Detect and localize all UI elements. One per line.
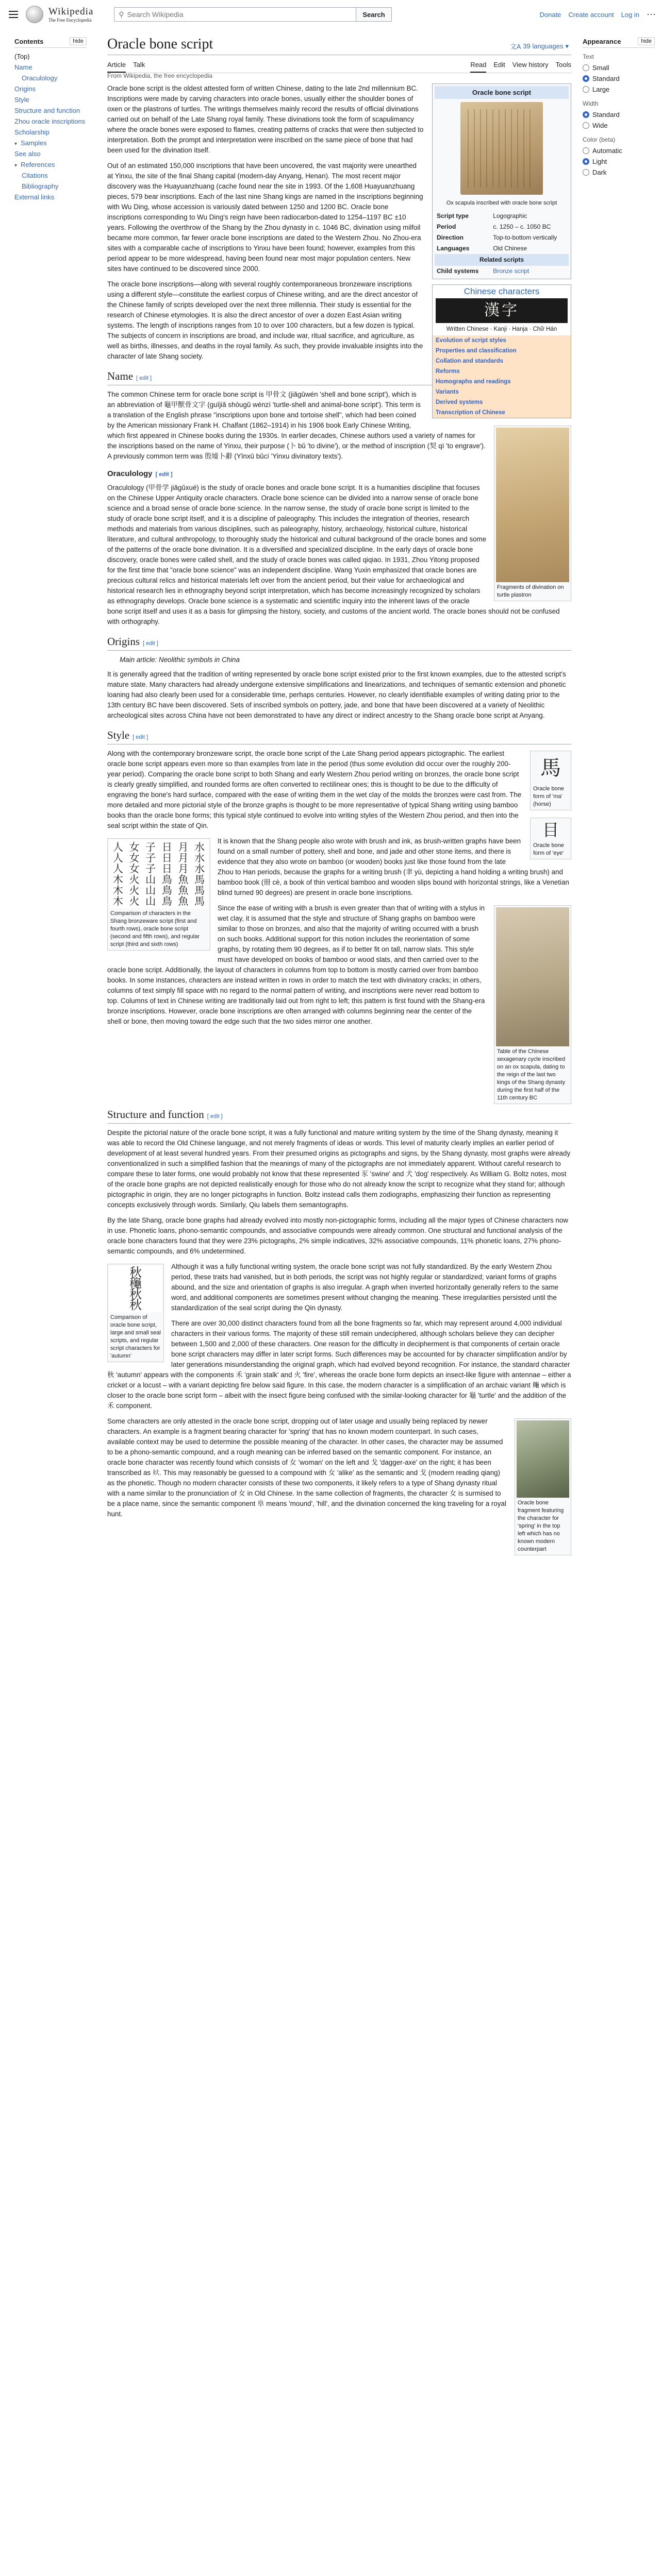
text-size-options (583, 62, 655, 95)
width-label: Width (583, 100, 599, 107)
toc-item[interactable] (14, 51, 87, 62)
wikipedia-logo[interactable] (48, 7, 93, 23)
toc-link[interactable]: Name (14, 63, 32, 71)
figure-caption: Fragments of divination on turtle plastron (497, 584, 564, 598)
view-tabs (470, 58, 571, 73)
toc-item[interactable] (14, 159, 87, 170)
paragraph: The common Chinese term for oracle bone script is 甲骨文 (jiǎgǔwén 'shell and bone script'), which is an abbreviation of 龜甲獸骨文字 (guījiǎ shòugǔ wénzì 'turtle-shell and animal-bone script'). This term is a translation of the English phrase "inscriptions upon bone and tortoise shell", which had been coined by the American missionary Frank H. Chalfant (1862–1914) in his 1906 book Early Chinese Writing, which first appeared in Chinese books during the 1930s. In earlier decades, Chinese authors used a variety of names for the inscriptions based on the name of Yinxu, their purpose (卜 bǔ 'to divine'), or the method of inscription (契 qì 'to engrave'). A previously common term was 殷墟卜辭 (Yīnxū bǔcí 'Yinxu divinatory texts'). (107, 391, 486, 460)
infobox-row (435, 232, 569, 243)
paragraph: Out of an estimated 150,000 inscriptions that have been uncovered, the vast majority were unearthed at Yinxu, the site of the final Shang capital (modern-day Anyang, Henan). The most recent major discovery was the Huayuanzhuang (cache found near the site in 1993. Of the 1,608 Huayuanzhuang pieces, 579 bear inscriptions. Each of the last nine Shang kings are named in the inscriptions beginning with Wu Ding, whose accession is variously dated between 1250 and 1200 BC. Oracle bone inscriptions corresponding to Wu Ding's reign have been radiocarbon-dated to 1254–1197 BC ±10 years. Following the overthrow of the Shang by the Zhou dynasty in c. 1046 BC, divination using milfoil became more common, far fewer oracle bone inscriptions are dated to the Western Zhou. No Zhou-era sites with a comparable cache of inscriptions to Yinxu have been found; however, examples from this period appear to be more widespread, having been found near most major population centers. New sites have continued to be discovered since 2000. (107, 162, 423, 273)
infobox-row (435, 222, 569, 232)
color-label: Light (592, 158, 607, 165)
sexagenary-scapula-image[interactable] (496, 907, 569, 1046)
search-placeholder: Search Wikipedia (127, 10, 184, 19)
width-label: Wide (592, 122, 608, 129)
radio-button-icon[interactable] (583, 64, 589, 71)
paragraph: Since the ease of writing with a brush is even greater than that of writing with a stylus in wet clay, it is assumed that the style and structure of Shang graphs on bamboo were similar to those on bronzes, and also that the majority of writing occurred with a brush on such books. Additional support for this notion includes the reorientation of some graphs, by rotating them 90 degrees, as if to better fit on tall, narrow slats. This style must have developed on books of bamboo or wood slats, and then carried over to the oracle bone script. Additionally, the layout of characters in columns from top to bottom is mostly carried over from bamboo books. In some instances, characters are instead written in rows in order to match the text with divinatory cracks; in others, columns of text simply fill space with no regard to the normal pattern of writing, and inscriptions were never read bottom to top. Columns of text in Chinese writing are traditionally laid out from right to left; this pattern is first found with the Shang-era bronze inscriptions. However, oracle bone inscriptions are often arranged with columns beginning near the center of the shell or bone, then moving toward the edge such that the two sides mirror one another. (107, 904, 485, 1025)
toc-link[interactable]: Scholarship (14, 128, 49, 136)
toc-link[interactable]: External links (14, 193, 55, 201)
horse-glyph-image[interactable]: 馬 (540, 756, 561, 780)
hatnote: Main article: Neolithic symbols in China (120, 656, 240, 664)
tab-talk[interactable]: Talk (133, 61, 145, 69)
wikipedia-globe-icon[interactable] (26, 6, 43, 23)
create-account-link[interactable]: Create account (568, 10, 614, 19)
table-of-contents (14, 37, 87, 202)
navbox-row[interactable]: Properties and classification (433, 346, 571, 356)
infobox (432, 83, 571, 279)
figure (494, 905, 571, 1104)
edit-link[interactable]: [ edit ] (136, 375, 152, 381)
text-size-radio[interactable] (583, 73, 655, 84)
related-scripts-band: Related scripts (435, 254, 569, 266)
section-heading-structure: Structure and function [ edit ] (107, 1109, 571, 1124)
infobox-value: Old Chinese (493, 245, 527, 252)
toc-item[interactable] (14, 192, 87, 202)
search-icon: ⚲ (119, 10, 124, 19)
paragraph: Along with the contemporary bronzeware script, the oracle bone script of the Late Shang period appears pictographic. The earliest oracle bone script appears even more so than examples from late in the period (thus some evolution did occur over the roughly 200-year period). Comparing the oracle bone script to both Shang and early Western Zhou period writing on bronzes, the oracle bone script is clearly greatly simplified, and rounded forms are often converted to rectilinear ones; this is thought to be due to the difficulty of engraving the bone's hard surface, compared with the ease of writing them in the wet clay of the molds the bronzes were cast from. The more detailed and more pictorial style of the bronze graphs is thought to be more representative of typical Shang writing using bamboo books than the oracle bone forms; this typical style continued to evolve into writing styles of the Western Zhou period, and then into the seal script within the state of Qin. (107, 750, 522, 829)
logo-tagline: The Free Encyclopedia (48, 17, 92, 23)
appearance-header (583, 37, 655, 48)
navbox-row[interactable]: Evolution of script styles (433, 335, 571, 346)
width-radio[interactable] (583, 120, 655, 131)
navbox-row[interactable]: Reforms (433, 366, 571, 377)
script-comparison-image[interactable]: 人 女 子 日 月 水 人 女 子 日 月 水 人 女 子 日 月 水 木 火 山 鳥 魚 馬 木 火 山 鳥 魚 馬 木 火 山 鳥 魚 馬 (109, 840, 208, 908)
toc-item[interactable] (14, 170, 87, 181)
infobox-key: Period (437, 223, 456, 230)
toc-item[interactable] (14, 148, 87, 159)
toc-link[interactable]: Citations (22, 172, 48, 179)
edit-link[interactable]: [ edit ] (143, 640, 158, 647)
paragraph: It is known that the Shang people also wrote with brush and ink, as brush-written graphs have been found on a small number of pottery, shell and bone, and jade and other stone items, and there is evidence that they also wrote on bamboo (or wooden) books just like those found from the late Zhou to Han periods, because the graphs for a writing brush (聿 yù, depicting a hand holding a writing brush) and bamboo book (冊 cè, a book of thin vertical bamboo and wooden slips bound with horizontal strings, like a Venetian blind turned 90 degrees) are present in oracle bone inscriptions. (218, 837, 569, 896)
navbox-title[interactable]: Chinese characters (464, 286, 540, 296)
infobox-table (435, 211, 569, 277)
autumn-comparison-image[interactable]: 秋 龝 秋 秋 (109, 1266, 162, 1312)
tab-tools[interactable]: Tools (555, 61, 571, 69)
tab-view-history[interactable]: View history (512, 61, 549, 69)
language-button[interactable] (507, 40, 571, 53)
page-title: Oracle bone script (107, 36, 213, 52)
figure (515, 1418, 571, 1555)
donate-link[interactable]: Donate (539, 10, 561, 19)
chevron-down-icon[interactable]: ▾ (14, 163, 18, 168)
toc-link[interactable]: References (21, 161, 55, 168)
log-in-link[interactable]: Log in (621, 10, 639, 19)
toc-item[interactable] (14, 62, 87, 73)
figure-caption: Table of the Chinese sexagenary cycle inscribed on an ox scapula, dating to the reign of the last two kings of the Shang dynasty during the first half of the 11th century BC (497, 1048, 566, 1101)
page-tabs (107, 58, 571, 73)
figure-caption: Oracle bone form of 'ma' (horse) (533, 786, 564, 807)
edit-link[interactable]: [ edit ] (155, 471, 173, 478)
text-size-label: Standard (592, 75, 620, 82)
site-sub: From Wikipedia, the free encyclopedia (107, 72, 213, 79)
section-heading-oraculology: Oraculology [ edit ] (107, 469, 173, 478)
infobox-row (435, 243, 569, 254)
figure (107, 838, 210, 951)
section-heading-origins: Origins [ edit ] (107, 636, 571, 651)
navbox-image: 漢字 (436, 298, 568, 323)
edit-link[interactable]: [ edit ] (207, 1113, 223, 1120)
section-heading-name: Name [ edit ] (107, 371, 571, 385)
site-header (0, 0, 662, 29)
infobox-key: Direction (437, 234, 464, 241)
toc-link[interactable]: Zhou oracle inscriptions (14, 117, 86, 125)
toc-item[interactable] (14, 138, 87, 148)
text-size-radio[interactable] (583, 84, 655, 95)
width-options (583, 109, 655, 131)
navbox-row[interactable]: Homographs and readings (433, 377, 571, 387)
radio-button-icon[interactable] (583, 75, 589, 82)
appearance-panel (583, 37, 655, 178)
color-label: Color (beta) (583, 136, 616, 143)
infobox-image-caption: Ox scapula inscribed with oracle bone script (446, 200, 557, 206)
radio-button-icon[interactable] (583, 122, 589, 129)
eye-glyph-image[interactable]: 目 (542, 820, 559, 840)
radio-button-icon[interactable] (583, 111, 589, 118)
spring-fragment-image[interactable] (517, 1420, 569, 1498)
radio-button-icon[interactable] (583, 158, 589, 165)
edit-link[interactable]: [ edit ] (133, 734, 148, 740)
paragraph: Oraculology (甲骨学 jiǎgǔxué) is the study of oracle bones and oracle bone script. It is a humanities discipline that focuses on the Chinese Upper Antiquity oracle characters. Oracle bone science can be divided into a narrow sense of oracle bone science and a broad sense of oracle bone science. In the narrow sense, the study of oracle bone script is limited to the study of oracle bone script itself, and it is a discipline of paleography. This includes the integration of theories, research methods and materials from various disciplines, such as paleography, history, archaeology, historical culture, historical literature, and cultural anthropology, to thoroughly study the historical and cultural background of the oracle bones and some of the patterns of the oracle bone divination. It is a diversified and specialized discipline. In the early days of oracle bone discovery, oracle bones were called shell, and the study of oracle bones was called qiqiao. In 1931, Zhou Yitong proposed for the first time that "oracle bone science" was an independent discipline. Wang Yuxin emphasized that oracle bones are precious cultural relics and historical materials left over from the ancient period, but their value for archaeological and historical research lies in ethnography beyond script interpretation, which has become increasingly recognized by scholars as ethnography develops. Oracle bone science is a systematic and scientific inquiry into the inherent laws of the oracle bone script itself and uses it as a basis for glimpsing the history, society, and customs of the ancient world. The oracle bones should not be confused with orthography. (107, 484, 560, 625)
figure (530, 751, 571, 810)
paragraph: The oracle bone inscriptions—along with several roughly contemporaneous bronzeware inscriptions using a different style—constitute the earliest corpus of Chinese writing, and are the direct ancestor of the Chinese family of scripts developed over the next three millennia. Their study is essential for the research of Chinese etymologies. It is also the direct ancestor of over a dozen East Asian writing systems. The length of inscriptions ranges from 10 to over 100 characters, but a few dozen is typical. The subjects of concern in inscriptions are broad, and include war, ritual sacrifice, and agriculture, as well as births, illnesses, and deaths in the royal family. As such, they provide invaluable insights into the character of late Shang society. (107, 280, 423, 360)
chinese-characters-navbox (432, 284, 571, 418)
infobox-row (435, 211, 569, 222)
namespace-tabs (107, 58, 145, 73)
infobox-value-link[interactable]: Bronze script (493, 267, 529, 275)
color-label: Dark (592, 168, 607, 176)
width-radio[interactable] (583, 109, 655, 120)
figure-caption: Comparison of oracle bone script, large and small seal scripts, and regular script characters for 'autumn' (110, 1314, 161, 1359)
section-heading-style: Style [ edit ] (107, 730, 571, 744)
paragraph: Although it was a fully functional writing system, the oracle bone script was not fully standardized. By the early Western Zhou period, these traits had vanished, but in both periods, the script was not highly regular or standardized; variant forms of graphs abound, and the size and orientation of graphs is also irregular. A graph when inverted horizontally generally refers to the same word, and additional components are sometimes present without changing the meaning. These irregularities persisted until the standardization of the seal script during the Qin dynasty. (171, 1263, 559, 1312)
text-size-label: Small (592, 64, 609, 72)
user-links (539, 9, 656, 20)
toc-link[interactable]: Bibliography (22, 182, 59, 190)
figure-caption: Comparison of characters in the Shang bronzeware script (first and fourth rows), oracle bone script (second and fifth rows), and regular script (third and sixth rows) (110, 910, 200, 947)
paragraph: There are over 30,000 distinct characters found from all the bone fragments so far, which may represent around 4,000 individual characters in their various forms. The majority of these still remain undeciphered, although scholars believe they can decipher between 1,500 and 2,000 of these characters. One reason for the difficulty in decipherment is that components of certain oracle bone script characters may differ in later script forms. Such differences may be accounted for by character simplification and/or by later generations misunderstanding the original graph, which had evolved beyond recognition. For instance, the standard character 秋 'autumn' appears with the components 禾 'grain stalk' and 火 'fire', whereas the oracle bone form depicts an insect-like figure with antennae – either a cricket or a locust – with a variant depicting fire below said figure. In this case, the modern character is a simplification of an archaic variant 龝 which is closer to the oracle bone script form – albeit with the insect figure being confused with the similar-looking character for 龜 'turtle' and the addition of the 禾 component. (107, 1319, 571, 1410)
language-count: 39 languages (523, 42, 564, 50)
infobox-key: Script type (437, 212, 469, 219)
toc-item[interactable] (14, 94, 87, 105)
width-label: Standard (592, 111, 620, 118)
toc-header (14, 37, 87, 48)
color-radio[interactable] (583, 145, 655, 156)
toc-item[interactable] (14, 181, 87, 192)
toc-link[interactable]: See also (14, 150, 41, 158)
tab-read[interactable]: Read (470, 58, 486, 73)
toc-hide-button[interactable]: hide (70, 37, 87, 45)
navbox-row[interactable]: Transcription of Chinese (433, 408, 571, 418)
search-form (114, 7, 391, 22)
infobox-value: c. 1250 – c. 1050 BC (493, 223, 551, 230)
toc-link[interactable]: Origins (14, 85, 36, 93)
infobox-title: Oracle bone script (435, 86, 569, 99)
color-label: Automatic (592, 147, 622, 155)
radio-button-icon[interactable] (583, 169, 589, 176)
toc-item[interactable] (14, 116, 87, 127)
appearance-title: Appearance (583, 37, 621, 45)
toc-item[interactable] (14, 105, 87, 116)
page-heading (107, 36, 571, 55)
chevron-down-icon[interactable]: ▾ (14, 141, 18, 147)
toc-list (14, 51, 87, 202)
paragraph: By the late Shang, oracle bone graphs had already evolved into mostly non-pictographic forms, including all the major types of Chinese characters now in use. Phonetic loans, phono-semantic compounds, and associative compounds were already common. One structural and functional analysis of the oracle bone characters found that they were 23% pictographs, 2% simple indicatives, 32% associative compounds, 11% phonetic loans, 27% phono-semantic compounds, and 6% undetermined. (107, 1216, 568, 1255)
search-input[interactable] (114, 7, 356, 22)
infobox-key: Child systems (437, 267, 479, 275)
toc-item[interactable] (14, 127, 87, 138)
infobox-key: Languages (437, 245, 470, 252)
text-size-label: Large (592, 86, 610, 93)
main-menu-icon[interactable] (6, 7, 21, 22)
color-options (583, 145, 655, 178)
search-button[interactable]: Search (356, 7, 391, 22)
paragraph: Oracle bone script is the oldest attested form of written Chinese, dating to the late 2nd millennium BC. Inscriptions were made by carving characters into oracle bones, usually either the shoulder bones of oxen or the plastrons of turtles. The writings themselves mainly record the results of official divinations carried out on behalf of the Late Shang royal family. These divinations took the form of scapulimancy where the oracle bones were exposed to flames, creating patterns of cracks that were then subjected to interpretation. Both the prompt and interpretation were inscribed on the same piece of bone that had been used for the divination itself. (107, 84, 424, 154)
toc-link[interactable]: Oraculology (22, 74, 58, 82)
navbox-row[interactable]: Variants (433, 387, 571, 397)
appearance-hide-button[interactable]: hide (638, 37, 655, 45)
text-size-radio[interactable] (583, 62, 655, 73)
text-size-label: Text (583, 53, 594, 60)
tab-edit[interactable]: Edit (493, 61, 505, 69)
color-radio[interactable] (583, 167, 655, 178)
paragraph: Despite the pictorial nature of the oracle bone script, it was a fully functional and mature writing system by the time of the Shang dynasty, meaning it was able to record the Old Chinese language, and not merely fragments of ideas or words. This level of maturity clearly implies an earlier period of development of at least several hundred years. From their presumed origins as pictographs and signs, by the Shang dynasty, most graphs were already conventionalized in such a simplified fashion that the meanings of many of the pictographs are not immediately apparent. Without careful research to compare these to later forms, one would probably not know that these represented 豕 'swine' and 犬 'dog' respectively. As William G. Boltz notes, most of the oracle bone graphs are not depicted realistically enough for those who do not already know the script to recognize what they stand for; although pictographic in origin, they are no longer pictographs in function. Boltz instead calls them zodiographs, emphasizing their function as representing concepts exclusively through words. Similarly, Qiu labels them semantographs. (107, 1129, 571, 1209)
navbox-row[interactable]: Collation and standards (433, 356, 571, 366)
figure-caption: Oracle bone form of 'eye' (533, 842, 564, 856)
tab-article[interactable]: Article (107, 58, 126, 73)
toc-link[interactable]: Style (14, 96, 29, 104)
infobox-image[interactable] (460, 102, 543, 195)
radio-button-icon[interactable] (583, 86, 589, 93)
language-icon: 文A (509, 43, 521, 50)
figure (494, 426, 571, 601)
figure (530, 818, 571, 859)
turtle-plastron-image[interactable] (496, 428, 569, 582)
chevron-down-icon: ▾ (565, 42, 569, 50)
color-radio[interactable] (583, 156, 655, 167)
more-options-icon[interactable]: ⋯ (647, 9, 656, 20)
toc-link[interactable]: Structure and function (14, 107, 80, 114)
figure (107, 1264, 164, 1362)
paragraph: Some characters are only attested in the oracle bone script, dropping out of later usage and usually being replaced by newer characters. An example is a fragment bearing character for 'spring' that has no known modern counterpart. In such cases, available context may be used to determine the possible meaning of the character. In other cases, the character may be assumed to be a phono-semantic compound, and a rough meaning can be inferred based on the semantic component. For instance, an oracle bone character was recently found which consists of 女 'woman' on the left and 戈 'dagger-axe' on the right; it has been transcribed as 𡚻. This may reasonably be guessed to a compound with 女 'alike' as the semantic and 戈 (modern reading qiang) as the phonetic. Though no modern character consists of these two components, it likely refers to a type of Shang dynasty ritual with a name similar to the pronunciation of 女 in Old Chinese. In the same collection of fragments, the character 女 is surmised to be a place name, since the semantic component 阜 means 'mound', 'hill', and the divination concerned the king traveling for a royal hunt. (107, 1417, 506, 1518)
navbox-row[interactable]: Derived systems (433, 397, 571, 408)
toc-item[interactable] (14, 73, 87, 83)
infobox-value: Logographic (493, 212, 527, 219)
toc-item[interactable] (14, 83, 87, 94)
paragraph: It is generally agreed that the tradition of writing represented by oracle bone script existed prior to the first known examples, due to the attested script's mature state. Many characters had already undergone extensive simplifications and linearizations, and techniques of semantic extension and phonetic loaning had also clearly been used for a considerable time, perhaps centuries. However, no clearly identifiable examples of writing dating prior to the 13th century BC have been discovered. Sets of inscribed symbols on pottery, jade, and bone that have been discovered at a variety of Neolithic archeological sites across China have not been demonstrated to have any direct or indirect ancestry to the Shang oracle bone script at Anyang. (107, 670, 566, 719)
logo-wordmark: Wikipedia (48, 6, 94, 17)
figure-caption: Oracle bone fragment featuring the character for 'spring' in the top left which has no known modern counterpart (518, 1500, 564, 1552)
navbox-scripts[interactable]: Written Chinese · Kanji · Hanja · Chữ Hán (446, 326, 557, 332)
toc-link[interactable]: Samples (21, 139, 47, 147)
toc-title: Contents (14, 37, 44, 45)
toc-link[interactable]: (Top) (14, 53, 30, 60)
article-body (107, 83, 571, 1561)
radio-button-icon[interactable] (583, 147, 589, 154)
infobox-value: Top-to-bottom vertically (493, 234, 557, 241)
